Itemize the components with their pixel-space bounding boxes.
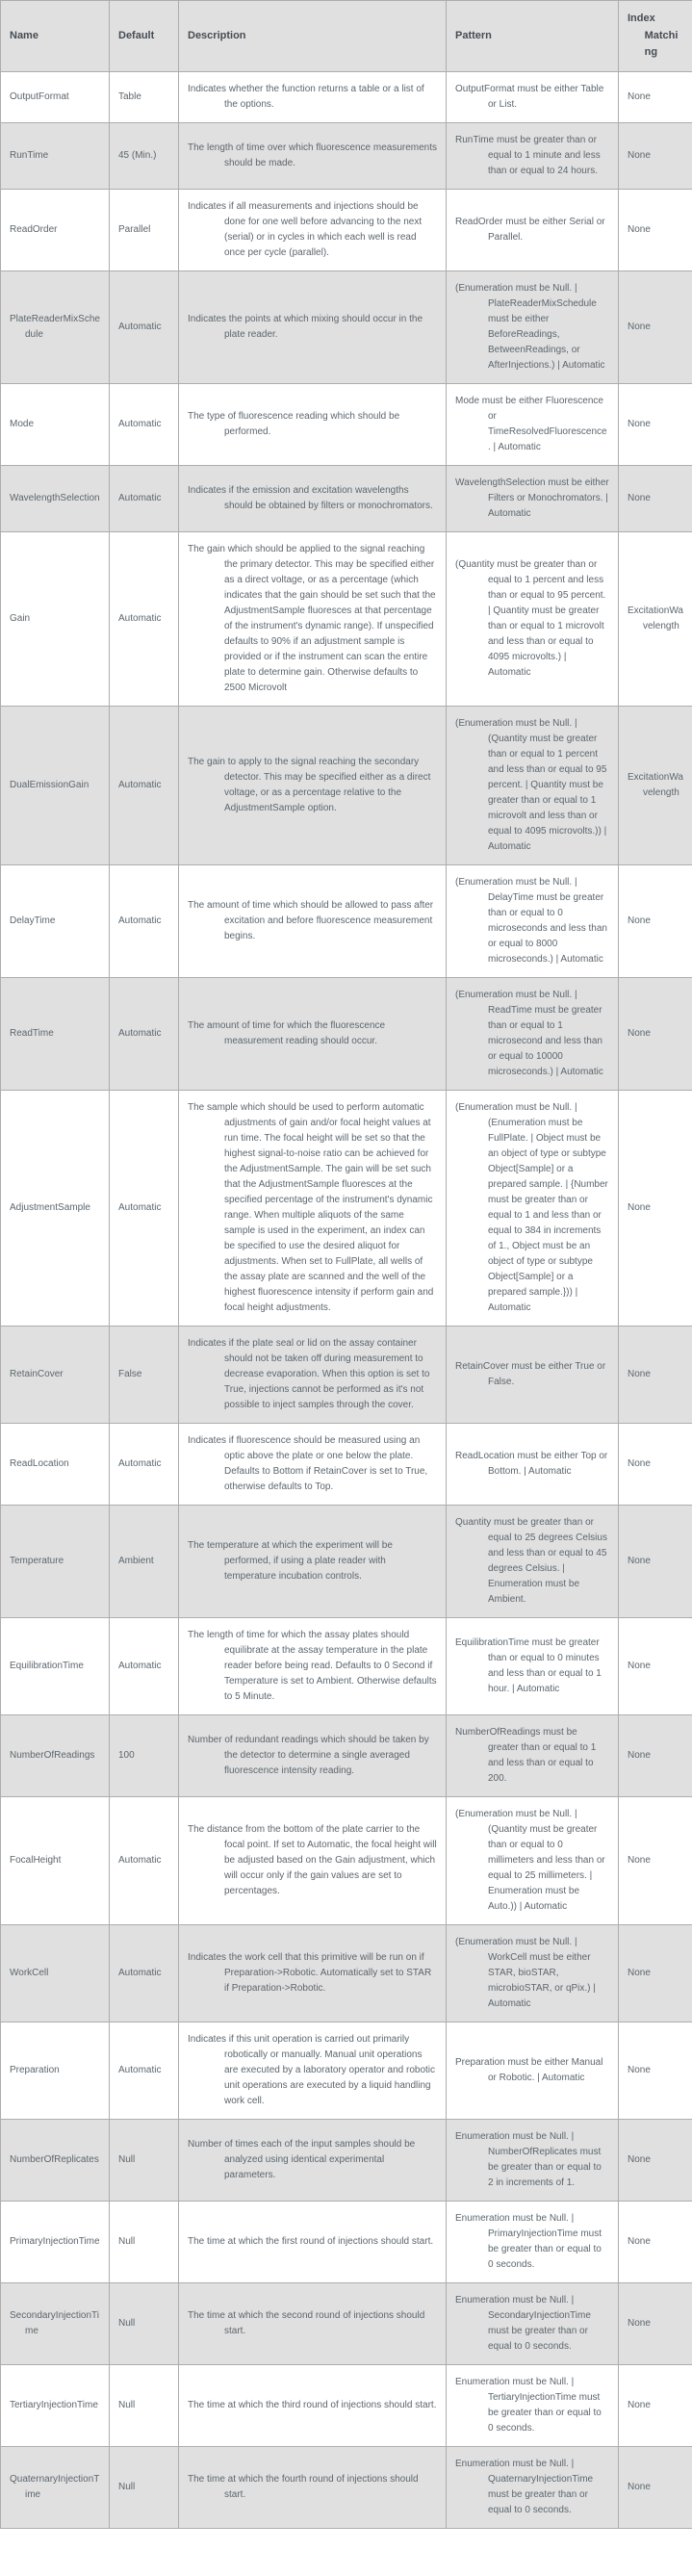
table-row [1, 465, 692, 531]
pattern-text: ReadLocation must be either Top or Bottom. | Automatic [455, 1450, 608, 1477]
cell-description [179, 1423, 447, 1505]
cell-description [179, 864, 447, 977]
cell-pattern [447, 270, 619, 383]
description-text: The gain which should be applied to the signal reaching the primary detector. This may be specified either as a direct voltage, or as a percentage (which indicates that the gain should be set such that the AdjustmentSample fluoresces at that percentage of the instrument's dynamic range). If unspecified defaults to 90% if an adjustment sample is provided or if the instrument can scan the entire plate to determine gain. Otherwise defaults to 2500 Microvolt [188, 543, 436, 693]
index-matching-text: None [628, 1368, 651, 1379]
cell-name [1, 1505, 110, 1617]
cell-default [110, 2201, 179, 2282]
default-text: Automatic [118, 1457, 162, 1469]
cell-name [1, 1924, 110, 2022]
description-text: The amount of time which should be allowed to pass after excitation and before fluorescence measurement begins. [188, 899, 434, 941]
cell-name [1, 383, 110, 465]
name-text: Mode [10, 418, 35, 429]
cell-pattern [447, 1714, 619, 1796]
name-text: AdjustmentSample [10, 1201, 90, 1213]
cell-pattern [447, 706, 619, 864]
cell-name [1, 2282, 110, 2364]
pattern-text: (Enumeration must be Null. | ReadTime must be greater than or equal to 1 microsecond and less than or equal to 10000 microseconds.) | Automatic [455, 989, 603, 1077]
cell-pattern [447, 2364, 619, 2446]
table-row [1, 706, 692, 864]
table-row [1, 2364, 692, 2446]
cell-index-matching [619, 1617, 692, 1714]
cell-name [1, 1326, 110, 1423]
cell-index-matching [619, 2446, 692, 2528]
cell-name [1, 2022, 110, 2119]
cell-name [1, 1090, 110, 1326]
cell-default [110, 706, 179, 864]
cell-description [179, 2022, 447, 2119]
default-text: Automatic [118, 321, 162, 332]
cell-name [1, 465, 110, 531]
cell-index-matching [619, 122, 692, 189]
cell-description [179, 270, 447, 383]
index-matching-text: None [628, 914, 651, 926]
pattern-text: (Quantity must be greater than or equal to 1 percent and less than or equal to 95 percent. | Quantity must be greater than or equal to 1 microvolt and less than or equal to 4095 microvolts.) | Automatic [455, 558, 606, 678]
cell-default [110, 2282, 179, 2364]
cell-index-matching [619, 864, 692, 977]
name-text: ReadTime [10, 1027, 54, 1039]
pattern-text: (Enumeration must be Null. | PlateReaderMixSchedule must be either BeforeReadings, BetweenReadings, or AfterInjections.) | Automatic [455, 282, 605, 371]
cell-index-matching [619, 1090, 692, 1326]
name-text: FocalHeight [10, 1854, 62, 1866]
table-row [1, 71, 692, 122]
description-text: The length of time for which the assay plates should equilibrate at the assay temperature in the plate reader before being read. Defaults to 0 Second if Temperature is set to Ambient. Otherwise defaults to 5 Minute. [188, 1629, 437, 1702]
cell-pattern [447, 1423, 619, 1505]
name-text: Gain [10, 612, 31, 624]
header-label-name: Name [10, 29, 38, 41]
cell-description [179, 2282, 447, 2364]
cell-pattern [447, 1924, 619, 2022]
cell-name [1, 1617, 110, 1714]
table-header [1, 1, 692, 72]
pattern-text: (Enumeration must be Null. | (Enumeration must be FullPlate. | Object must be an object of type or subtype Object[Sample] or a prepared sample. | {Number must be greater than or equal to 1 and less than or equal to 384 in increments of 1., Object must be an object of type or subtype Object[Sample] or a prepared sample.})) | Automatic [455, 1101, 608, 1313]
cell-name [1, 122, 110, 189]
table-row [1, 2201, 692, 2282]
cell-description [179, 465, 447, 531]
table-row [1, 1617, 692, 1714]
pattern-text: WavelengthSelection must be either Filters or Monochromators. | Automatic [455, 477, 609, 519]
cell-pattern [447, 1617, 619, 1714]
cell-pattern [447, 1796, 619, 1924]
default-text: 100 [118, 1749, 135, 1761]
cell-index-matching [619, 383, 692, 465]
index-matching-text: None [628, 1555, 651, 1566]
index-matching-text: None [628, 223, 651, 235]
pattern-text: RetainCover must be either True or False. [455, 1360, 606, 1387]
cell-name [1, 71, 110, 122]
index-matching-text: None [628, 1027, 651, 1039]
default-text: Automatic [118, 612, 162, 624]
table-row [1, 2282, 692, 2364]
table-row [1, 122, 692, 189]
cell-default [110, 465, 179, 531]
default-text: Automatic [118, 492, 162, 503]
cell-name [1, 2446, 110, 2528]
cell-default [110, 1326, 179, 1423]
index-matching-text: None [628, 321, 651, 332]
description-text: The amount of time for which the fluorescence measurement reading should occur. [188, 1019, 386, 1046]
description-text: Indicates if fluorescence should be measured using an optic above the plate or one below the plate. Defaults to Bottom if RetainCover is set to True, otherwise defaults to Top. [188, 1434, 428, 1492]
index-matching-text: None [628, 2317, 651, 2329]
cell-default [110, 383, 179, 465]
table-row [1, 383, 692, 465]
name-text: WavelengthSelection [10, 492, 100, 503]
cell-default [110, 122, 179, 189]
description-text: The distance from the bottom of the plate carrier to the focal point. If set to Automatic, the focal height will be adjusted based on the Gain adjustment, which will occur only if the gain values are set to percentages. [188, 1823, 437, 1896]
index-matching-text: None [628, 2064, 651, 2075]
cell-name [1, 531, 110, 706]
header-label-default: Default [118, 29, 155, 41]
description-text: Indicates if the emission and excitation wavelengths should be obtained by filters or monochromators. [188, 484, 433, 511]
cell-index-matching [619, 71, 692, 122]
table-body [1, 71, 692, 2528]
cell-index-matching [619, 189, 692, 270]
cell-description [179, 1796, 447, 1924]
table-row [1, 270, 692, 383]
name-text: EquilibrationTime [10, 1660, 84, 1671]
description-text: Number of redundant readings which should be taken by the detector to determine a single averaged fluorescence intensity reading. [188, 1734, 429, 1776]
table-row [1, 2119, 692, 2201]
cell-name [1, 2119, 110, 2201]
name-text: ReadOrder [10, 223, 58, 235]
cell-index-matching [619, 1505, 692, 1617]
cell-pattern [447, 189, 619, 270]
description-text: The type of fluorescence reading which should be performed. [188, 410, 400, 437]
cell-name [1, 706, 110, 864]
cell-description [179, 1617, 447, 1714]
index-matching-text: None [628, 1967, 651, 1978]
cell-pattern [447, 2022, 619, 2119]
cell-pattern [447, 2201, 619, 2282]
cell-pattern [447, 1090, 619, 1326]
name-text: WorkCell [10, 1967, 49, 1978]
table-row [1, 1090, 692, 1326]
cell-pattern [447, 1326, 619, 1423]
default-text: Null [118, 2481, 136, 2492]
cell-pattern [447, 1505, 619, 1617]
index-matching-text: None [628, 2399, 651, 2410]
cell-index-matching [619, 2201, 692, 2282]
cell-index-matching [619, 531, 692, 706]
cell-description [179, 706, 447, 864]
cell-pattern [447, 2282, 619, 2364]
cell-index-matching [619, 2364, 692, 2446]
index-matching-text: None [628, 2235, 651, 2247]
table-row [1, 1423, 692, 1505]
default-text: Null [118, 2153, 136, 2165]
name-text: NumberOfReplicates [10, 2153, 99, 2165]
name-text: NumberOfReadings [10, 1749, 95, 1761]
default-text: Automatic [118, 1854, 162, 1866]
header-label-index-matching: Index Matching [628, 13, 679, 59]
table-row [1, 2022, 692, 2119]
cell-default [110, 1924, 179, 2022]
default-text: Parallel [118, 223, 151, 235]
cell-default [110, 1505, 179, 1617]
index-matching-text: None [628, 2153, 651, 2165]
table-row [1, 1326, 692, 1423]
default-text: Table [118, 90, 141, 102]
cell-index-matching [619, 1924, 692, 2022]
cell-description [179, 1090, 447, 1326]
pattern-text: OutputFormat must be either Table or List. [455, 83, 604, 110]
header-cell-index-matching [619, 1, 692, 72]
description-text: Indicates the points at which mixing should occur in the plate reader. [188, 313, 423, 340]
cell-description [179, 383, 447, 465]
cell-default [110, 2022, 179, 2119]
cell-index-matching [619, 1326, 692, 1423]
header-cell-default [110, 1, 179, 72]
table-row [1, 1796, 692, 1924]
cell-description [179, 1326, 447, 1423]
table-row [1, 2446, 692, 2528]
cell-index-matching [619, 1423, 692, 1505]
table-row [1, 189, 692, 270]
cell-default [110, 1423, 179, 1505]
description-text: Number of times each of the input samples should be analyzed using identical experimental parameters. [188, 2138, 416, 2180]
cell-default [110, 1617, 179, 1714]
cell-pattern [447, 2446, 619, 2528]
name-text: RunTime [10, 149, 49, 161]
index-matching-text: None [628, 1201, 651, 1213]
pattern-text: Enumeration must be Null. | TertiaryInjectionTime must be greater than or equal to 0 seconds. [455, 2376, 602, 2434]
index-matching-text: ExcitationWavelength [628, 771, 683, 798]
pattern-text: (Enumeration must be Null. | DelayTime must be greater than or equal to 0 microseconds and less than or equal to 8000 microseconds.) | Automatic [455, 876, 607, 965]
table-row [1, 1505, 692, 1617]
table-row [1, 977, 692, 1090]
pattern-text: (Enumeration must be Null. | (Quantity must be greater than or equal to 0 millimeters and less than or equal to 25 millimeters. | Enumeration must be Auto.)) | Automatic [455, 1808, 605, 1912]
index-matching-text: None [628, 418, 651, 429]
cell-index-matching [619, 706, 692, 864]
default-text: Null [118, 2235, 136, 2247]
default-text: Null [118, 2317, 136, 2329]
cell-description [179, 2364, 447, 2446]
description-text: Indicates whether the function returns a table or a list of the options. [188, 83, 424, 110]
table-header-row [1, 1, 692, 72]
cell-description [179, 71, 447, 122]
default-text: Automatic [118, 418, 162, 429]
cell-index-matching [619, 270, 692, 383]
cell-index-matching [619, 2282, 692, 2364]
name-text: Preparation [10, 2064, 60, 2075]
cell-pattern [447, 71, 619, 122]
cell-name [1, 189, 110, 270]
pattern-text: Enumeration must be Null. | NumberOfReplicates must be greater than or equal to 2 in increments of 1. [455, 2130, 602, 2188]
cell-description [179, 1714, 447, 1796]
cell-pattern [447, 465, 619, 531]
cell-default [110, 864, 179, 977]
cell-name [1, 977, 110, 1090]
description-text: The sample which should be used to perform automatic adjustments of gain and/or focal height values at run time. The focal height will be set so that the highest signal-to-noise ratio can be achieved for the AdjustmentSample. The gain will be set such that the AdjustmentSample fluoresces at the specified percentage of the instrument's dynamic range. When multiple aliquots of the same sample is used in the experiment, an index can be specified to use the desired aliquot for adjustments. When set to FullPlate, all wells of the assay plate are scanned and the well of the highest fluorescence intensity if perform gain and focal height adjustments. [188, 1101, 434, 1313]
pattern-text: Quantity must be greater than or equal to 25 degrees Celsius and less than or equal to 45 degrees Celsius. | Enumeration must be Ambient. [455, 1516, 607, 1605]
index-matching-text: None [628, 492, 651, 503]
table-row [1, 1924, 692, 2022]
cell-name [1, 864, 110, 977]
cell-description [179, 1924, 447, 2022]
cell-pattern [447, 864, 619, 977]
description-text: The time at which the fourth round of injections should start. [188, 2473, 419, 2500]
description-text: Indicates the work cell that this primitive will be run on if Preparation->Robotic. Automatically set to STAR if Preparation->Robotic. [188, 1951, 432, 1994]
cell-index-matching [619, 1796, 692, 1924]
pattern-text: Enumeration must be Null. | SecondaryInjectionTime must be greater than or equal to 0 seconds. [455, 2294, 591, 2352]
cell-index-matching [619, 2119, 692, 2201]
index-matching-text: None [628, 90, 651, 102]
header-cell-pattern [447, 1, 619, 72]
default-text: Null [118, 2399, 136, 2410]
header-cell-description [179, 1, 447, 72]
cell-pattern [447, 2119, 619, 2201]
cell-index-matching [619, 977, 692, 1090]
pattern-text: RunTime must be greater than or equal to 1 minute and less than or equal to 24 hours. [455, 134, 601, 176]
header-label-description: Description [188, 29, 246, 41]
cell-description [179, 2201, 447, 2282]
cell-name [1, 1796, 110, 1924]
cell-name [1, 270, 110, 383]
name-text: QuaternaryInjectionTime [10, 2473, 100, 2500]
pattern-text: NumberOfReadings must be greater than or equal to 1 and less than or equal to 200. [455, 1726, 597, 1784]
default-text: Automatic [118, 1027, 162, 1039]
table-row [1, 1714, 692, 1796]
name-text: PlateReaderMixSchedule [10, 313, 100, 340]
pattern-text: (Enumeration must be Null. | (Quantity must be greater than or equal to 1 percent and less than or equal to 95 percent. | Quantity must be greater than or equal to 1 microvolt and less than or equal to 4095 microvolts.)) | Automatic [455, 717, 607, 852]
default-text: Automatic [118, 1201, 162, 1213]
pattern-text: Enumeration must be Null. | QuaternaryInjectionTime must be greater than or equal to 0 seconds. [455, 2458, 594, 2515]
cell-default [110, 189, 179, 270]
cell-description [179, 122, 447, 189]
description-text: The gain to apply to the signal reaching the secondary detector. This may be specified either as a direct voltage, or as a percentage relative to the AdjustmentSample option. [188, 756, 431, 813]
index-matching-text: None [628, 1749, 651, 1761]
name-text: OutputFormat [10, 90, 69, 102]
cell-name [1, 2201, 110, 2282]
table-row [1, 864, 692, 977]
table-row [1, 531, 692, 706]
cell-default [110, 1090, 179, 1326]
description-text: Indicates if the plate seal or lid on the assay container should not be taken off during measurement to decrease evaporation. When this option is set to True, injections cannot be performed as it's not possible to inject samples through the cover. [188, 1337, 430, 1410]
index-matching-text: None [628, 2481, 651, 2492]
name-text: ReadLocation [10, 1457, 69, 1469]
cell-default [110, 2364, 179, 2446]
default-text: Ambient [118, 1555, 154, 1566]
cell-default [110, 977, 179, 1090]
cell-index-matching [619, 1714, 692, 1796]
index-matching-text: None [628, 1660, 651, 1671]
cell-default [110, 1796, 179, 1924]
pattern-text: (Enumeration must be Null. | WorkCell must be either STAR, bioSTAR, microbioSTAR, or qPix.) | Automatic [455, 1936, 596, 2009]
pattern-text: ReadOrder must be either Serial or Parallel. [455, 216, 605, 243]
default-text: Automatic [118, 1660, 162, 1671]
name-text: RetainCover [10, 1368, 64, 1379]
cell-name [1, 1423, 110, 1505]
cell-description [179, 189, 447, 270]
description-text: The length of time over which fluorescence measurements should be made. [188, 142, 438, 168]
cell-index-matching [619, 465, 692, 531]
cell-name [1, 1714, 110, 1796]
cell-default [110, 531, 179, 706]
description-text: Indicates if all measurements and injections should be done for one well before advancing to the next (serial) or in cycles in which each well is read once per cycle (parallel). [188, 200, 423, 258]
default-text: 45 (Min.) [118, 149, 157, 161]
name-text: DualEmissionGain [10, 779, 90, 790]
cell-description [179, 2119, 447, 2201]
description-text: Indicates if this unit operation is carried out primarily robotically or manually. Manual unit operations are executed by a laboratory operator and robotic unit operations are executed by a liquid handling work cell. [188, 2033, 436, 2106]
index-matching-text: ExcitationWavelength [628, 605, 683, 631]
cell-default [110, 1714, 179, 1796]
pattern-text: EquilibrationTime must be greater than or equal to 0 minutes and less than or equal to 1 hour. | Automatic [455, 1636, 602, 1694]
cell-description [179, 1505, 447, 1617]
cell-pattern [447, 977, 619, 1090]
name-text: TertiaryInjectionTime [10, 2399, 98, 2410]
header-cell-name [1, 1, 110, 72]
cell-index-matching [619, 2022, 692, 2119]
default-text: False [118, 1368, 142, 1379]
default-text: Automatic [118, 914, 162, 926]
pattern-text: Mode must be either Fluorescence or TimeResolvedFluorescence . | Automatic [455, 395, 607, 452]
cell-description [179, 531, 447, 706]
default-text: Automatic [118, 2064, 162, 2075]
description-text: The time at which the third round of injections should start. [188, 2399, 437, 2410]
name-text: DelayTime [10, 914, 56, 926]
cell-pattern [447, 122, 619, 189]
description-text: The temperature at which the experiment will be performed, if using a plate reader with temperature incubation controls. [188, 1539, 393, 1582]
cell-default [110, 2119, 179, 2201]
header-label-pattern: Pattern [455, 29, 492, 41]
index-matching-text: None [628, 149, 651, 161]
cell-description [179, 2446, 447, 2528]
pattern-text: Preparation must be either Manual or Robotic. | Automatic [455, 2056, 603, 2083]
name-text: Temperature [10, 1555, 64, 1566]
cell-description [179, 977, 447, 1090]
default-text: Automatic [118, 1967, 162, 1978]
description-text: The time at which the first round of injections should start. [188, 2235, 434, 2247]
index-matching-text: None [628, 1854, 651, 1866]
cell-default [110, 71, 179, 122]
name-text: PrimaryInjectionTime [10, 2235, 100, 2247]
cell-default [110, 2446, 179, 2528]
index-matching-text: None [628, 1457, 651, 1469]
cell-name [1, 2364, 110, 2446]
default-text: Automatic [118, 779, 162, 790]
name-text: SecondaryInjectionTime [10, 2309, 100, 2336]
description-text: The time at which the second round of injections should start. [188, 2309, 425, 2336]
cell-pattern [447, 531, 619, 706]
pattern-text: Enumeration must be Null. | PrimaryInjectionTime must be greater than or equal to 0 seconds. [455, 2212, 602, 2270]
cell-pattern [447, 383, 619, 465]
cell-default [110, 270, 179, 383]
